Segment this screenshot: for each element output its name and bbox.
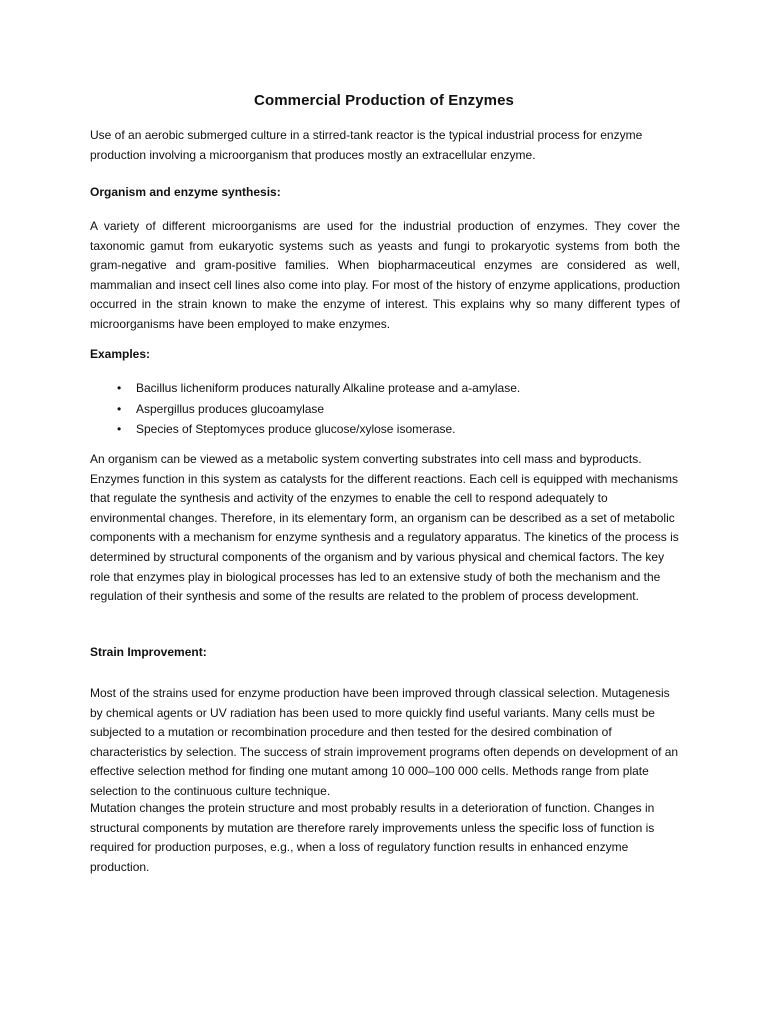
bullet-icon: • [117, 401, 122, 416]
examples-heading: Examples: [90, 347, 151, 361]
list-item-text: Aspergillus produces glucoamylase [136, 401, 325, 416]
metabolic-paragraph: An organism can be viewed as a metabolic system converting substrates into cell mass and byproducts. Enzymes function in this system as catalysts for the different reactions. Each cell is equipped with mechanisms that regulate the synthesis and activity of the enzymes to enable the cell to respond adequately to environmental changes. Therefore, in its elementary form, an organism can be described as a set of metabolic components with a mechanism for enzyme synthesis and a regulatory apparatus. The kinetics of the process is determined by structural components of the organism and by various physical and chemical factors. The key role that enzymes play in biological processes has led to an extensive study of both the mechanism and the regulation of their synthesis and some of the results are related to the problem of process development. [90, 452, 679, 604]
list-item [90, 419, 520, 440]
examples-list [90, 378, 520, 440]
bullet-icon: • [117, 422, 122, 436]
organism-paragraph: A variety of different microorganisms are used for the industrial production of enzymes. They cover the taxonomic gamut from eukaryotic systems such as yeasts and fungi to prokaryotic systems from both the gram-negative and gram-positive families. When biopharmaceutical enzymes are considered as well, mammalian and insect cell lines also come into play. For most of the history of enzyme applications, production occurred in the strain known to make the enzyme of interest. This explains why so many different types of microorganisms have been employed to make enzymes. [90, 219, 680, 331]
section-heading-organism: Organism and enzyme synthesis: [90, 185, 281, 199]
list-item [90, 399, 520, 420]
list-item [90, 378, 520, 399]
strain-paragraph-2: Mutation changes the protein structure and most probably results in a deterioration of function. Changes in structural components by mutation are therefore rarely improvements unless the specific loss of function is required for production purposes, e.g., when a loss of regulatory function results in enhanced enzyme production. [90, 801, 655, 874]
list-item-text: Species of Steptomyces produce glucose/xylose isomerase. [136, 422, 456, 436]
strain-paragraph-1: Most of the strains used for enzyme production have been improved through classical selection. Mutagenesis by chemical agents or UV radiation has been used to more quickly find useful variants. Many cells must be subjected to a mutation or recombination procedure and then tested for the desired combination of characteristics by selection. The success of strain improvement programs often depends on development of an effective selection method for finding one mutant among 10 000–100 000 cells. Methods range from plate selection to the continuous culture technique. [90, 686, 679, 798]
section-heading-strain-improvement: Strain Improvement: [90, 645, 207, 659]
document-title: Commercial Production of Enzymes [254, 92, 514, 109]
bullet-icon: • [117, 381, 122, 395]
intro-paragraph: Use of an aerobic submerged culture in a stirred-tank reactor is the typical industrial process for enzyme production involving a microorganism that produces mostly an extracellular enzyme. [90, 128, 643, 162]
list-item-text: Bacillus licheniform produces naturally Alkaline protease and a-amylase. [136, 381, 521, 395]
